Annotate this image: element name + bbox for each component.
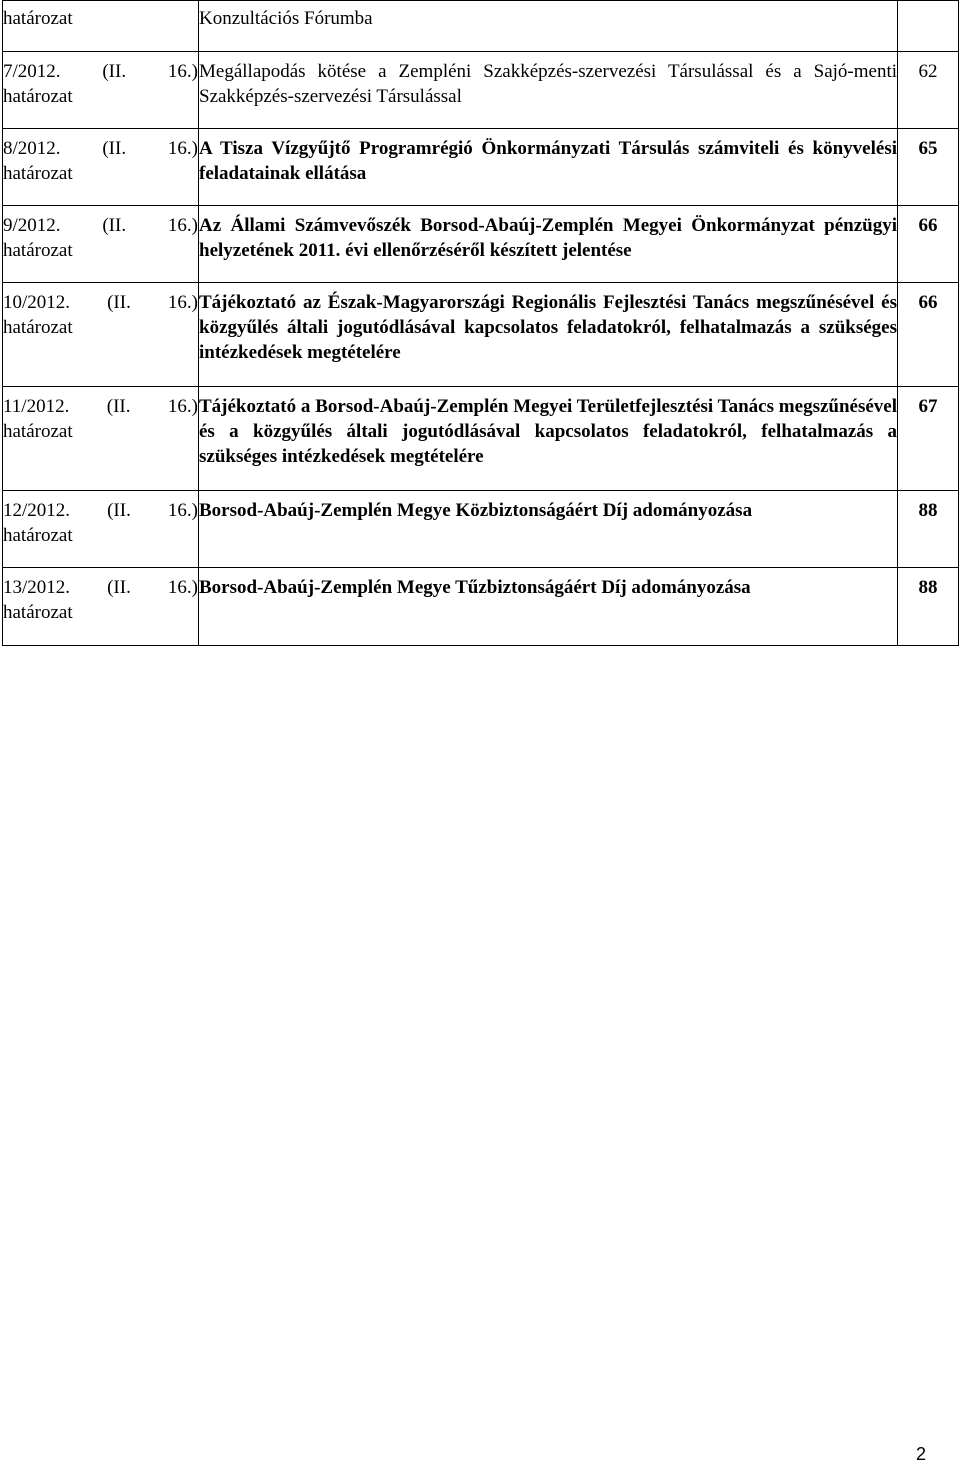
resolution-title: Tájékoztató az Észak-Magyarországi Regionális Fejlesztési Tanács megszűnésével és közgyűlés általi jogutódlásával kapcsolatos feladatokról, felhatalmazás a szükséges intézkedések megtételére xyxy=(199,292,897,363)
resolution-number: 8/2012. xyxy=(3,138,61,159)
resolution-number-line xyxy=(3,575,198,600)
resolution-id-cell xyxy=(3,1,199,52)
resolution-title: A Tisza Vízgyűjtő Programrégió Önkormányzati Társulás számviteli és könyvelési feladatainak ellátása xyxy=(199,138,897,184)
resolution-title: Borsod-Abaúj-Zemplén Megye Tűzbiztonságáért Díj adományozása xyxy=(199,577,751,598)
resolution-number: 10/2012. xyxy=(3,292,71,313)
resolution-title-cell xyxy=(199,283,898,387)
resolution-kind: határozat xyxy=(3,240,73,261)
resolution-date: 16.) xyxy=(167,292,198,313)
page-number: 65 xyxy=(918,138,938,159)
resolution-title-cell xyxy=(199,387,898,491)
resolution-kind: határozat xyxy=(3,8,73,29)
resolution-kind: határozat xyxy=(3,163,73,184)
resolution-date: 16.) xyxy=(167,138,198,159)
resolution-date: 16.) xyxy=(167,61,198,82)
resolution-title: Megállapodás kötése a Zempléni Szakképzés-szervezési Társulással és a Sajó-menti Szakképzés-szervezési Társulással xyxy=(199,61,897,107)
resolution-kind: határozat xyxy=(3,317,73,338)
resolution-title-cell xyxy=(199,568,898,646)
resolution-kind: határozat xyxy=(3,421,73,442)
page-number-cell xyxy=(898,387,959,491)
table-row xyxy=(3,52,959,129)
resolution-title: Az Állami Számvevőszék Borsod-Abaúj-Zemplén Megyei Önkormányzat pénzügyi helyzetének 2011. évi ellenőrzéséről készített jelentése xyxy=(199,215,897,261)
page-number: 66 xyxy=(918,292,938,313)
resolution-number: 9/2012. xyxy=(3,215,61,236)
resolution-id-cell xyxy=(3,283,199,387)
resolution-number-line xyxy=(3,290,198,315)
resolution-title: Konzultációs Fórumba xyxy=(199,8,373,29)
resolution-number: 11/2012. xyxy=(3,396,70,417)
resolution-number-line xyxy=(3,59,198,84)
resolution-title-cell xyxy=(199,1,898,52)
resolution-par: (II. xyxy=(107,292,131,313)
table-row xyxy=(3,129,959,206)
resolution-kind: határozat xyxy=(3,525,73,546)
page-number: 88 xyxy=(918,500,938,521)
page-number-cell xyxy=(898,283,959,387)
table-row xyxy=(3,387,959,491)
resolution-par: (II. xyxy=(106,396,131,417)
resolution-number-line xyxy=(3,394,198,419)
resolution-id-cell xyxy=(3,387,199,491)
resolution-title: Tájékoztató a Borsod-Abaúj-Zemplén Megyei Területfejlesztési Tanács megszűnésével és a közgyűlés általi jogutódlásával kapcsolatos feladatokról, felhatalmazás a szükséges intézkedések megtételére xyxy=(199,396,897,467)
page-number: 66 xyxy=(918,215,938,236)
resolution-number: 13/2012. xyxy=(3,577,71,598)
page-footer-number: 2 xyxy=(915,1444,926,1464)
page-number-cell xyxy=(898,206,959,283)
page-number: 62 xyxy=(918,61,938,82)
page-number-cell xyxy=(898,52,959,129)
resolution-title-cell xyxy=(199,491,898,568)
resolution-date: 16.) xyxy=(167,215,198,236)
resolution-date: 16.) xyxy=(167,577,198,598)
resolution-date: 16.) xyxy=(167,396,198,417)
resolution-title-cell xyxy=(199,129,898,206)
resolution-index-table xyxy=(2,0,959,646)
page-number-cell xyxy=(898,568,959,646)
resolution-number-line xyxy=(3,498,198,523)
resolution-par: (II. xyxy=(102,215,127,236)
page-number-cell xyxy=(898,1,959,52)
resolution-kind: határozat xyxy=(3,86,73,107)
table-row xyxy=(3,283,959,387)
resolution-number: 12/2012. xyxy=(3,500,71,521)
resolution-title-cell xyxy=(199,206,898,283)
resolution-id-cell xyxy=(3,129,199,206)
resolution-id-cell xyxy=(3,568,199,646)
resolution-par: (II. xyxy=(102,138,127,159)
table-row xyxy=(3,491,959,568)
table-row xyxy=(3,206,959,283)
resolution-id-cell xyxy=(3,52,199,129)
page-number-cell xyxy=(898,491,959,568)
resolution-par: (II. xyxy=(107,577,131,598)
resolution-par: (II. xyxy=(107,500,131,521)
resolution-id-cell xyxy=(3,206,199,283)
resolution-par: (II. xyxy=(102,61,127,82)
resolution-number-line xyxy=(3,213,198,238)
resolution-id-cell xyxy=(3,491,199,568)
resolution-kind: határozat xyxy=(3,602,73,623)
resolution-number-line xyxy=(3,136,198,161)
page-number: 88 xyxy=(918,577,938,598)
table-row xyxy=(3,568,959,646)
resolution-number: 7/2012. xyxy=(3,61,61,82)
page-number: 67 xyxy=(918,396,938,417)
page-number-cell xyxy=(898,129,959,206)
table-row-continuation xyxy=(3,1,959,52)
resolution-title-cell xyxy=(199,52,898,129)
resolution-title: Borsod-Abaúj-Zemplén Megye Közbiztonságáért Díj adományozása xyxy=(199,500,753,521)
resolution-date: 16.) xyxy=(167,500,198,521)
